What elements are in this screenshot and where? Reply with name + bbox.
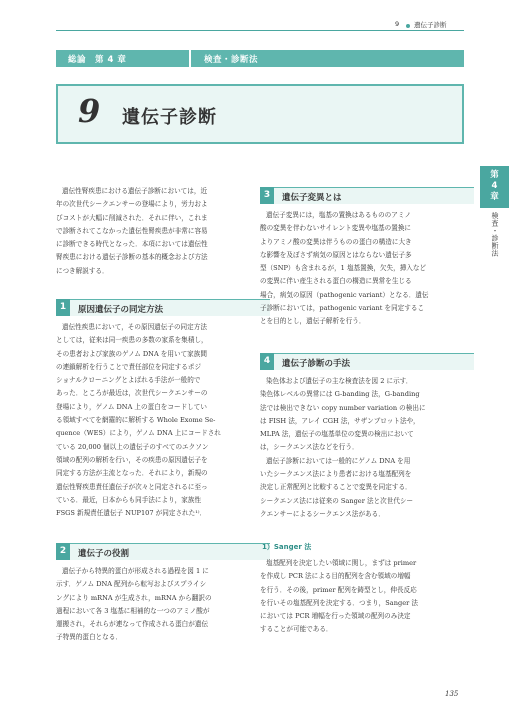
section-heading-4 <box>260 353 474 370</box>
chapter-side-tab <box>480 166 509 208</box>
title-number: 9 <box>78 92 101 130</box>
section-number: 1 <box>56 299 70 316</box>
chapter-part-label: 総論 第 4 章 <box>68 55 127 65</box>
subsection-sanger-body: 塩基配列を決定したい領域に関し，まずは primer を作成し PCR 法による目的配列を含む領域の増幅 を行う．その後，primer 配列を鋳型とし，伸長反応 を行いその塩基配列を決定する．つまり，Sanger 法 においては PCR 増幅を行った領域の配列のみ決定 することが可能である． <box>260 559 418 634</box>
header-title: 遺伝子診断 <box>414 21 447 29</box>
side-tab-line2: 4 <box>491 181 498 191</box>
side-tab-vertical-label: 検査・診断法 <box>491 212 499 257</box>
section-heading-2 <box>56 543 270 560</box>
section-title: 遺伝子変異とは <box>282 193 342 203</box>
section-title: 原因遺伝子の同定方法 <box>78 305 164 315</box>
page-title: 遺伝子診断 <box>122 107 217 128</box>
chapter-section-label: 検査・診断法 <box>204 55 259 65</box>
section-2-body: 遺伝子から特異的蛋白が形成される過程を図 1 に 示す．ゲノム DNA 配列から転写およびスプライシ ングにより mRNA が生成され，mRNA から翻訳の 過程において各 3 塩基に相補的な一つのアミノ酸が 運搬され，それらが連なって作成される蛋白が遺伝 子特異的蛋白となる． <box>56 567 212 642</box>
section-1-body: 遺伝性疾患において，その原因遺伝子の同定方法 としては，従来は同一疾患の多数の家系を集積し， その患者および家族のゲノム DNA を用いて家族間 の連鎖解析を行うことで責任部位を同定するポジ ショナルクローニングとよばれる手法が一般的で あった．ところが最近は，次世代シークエンサーの 登場により，ゲノム DNA 上の蛋白をコードしてい る領域すべてを網羅的に解析する Whole Exome Se- quence（WES）により，ゲノム DNA 上にコードされ ている 20,000 個以上の遺伝子のすべてのエクソン 領域の配列の解析を行い，その疾患の原因遺伝子を 同定する方法が主流となった．それにより，新規の 遺伝性腎疾患責任遺伝子が次々と同定されるに至っ ている．最近，日本からも同手法により，家族性 FSGS 新規責任遺伝子 NUP107 が同定された¹⁾． <box>56 323 221 518</box>
section-number: 2 <box>56 543 70 560</box>
section-3-body: 遺伝子変異には，塩基の置換はあるもののアミノ 酸の変異を伴わないサイレント変異や塩基の置換に よりアミノ酸の変異は伴うものの蛋白の構造に大き な影響を及ぼさず病気の原因とはならない遺伝子多 型（SNP）も含まれるが，1 塩基置換，欠失，挿入など の変異に伴い産生される蛋白の構造に異常を生じる 場合，病気の原因（pathogenic variant）となる．遺伝 子診断においては，pathogenic variant を同定するこ とを目的とし，遺伝子解析を行う． <box>260 211 429 326</box>
side-tab-line1: 第 <box>490 170 499 180</box>
section-title: 遺伝子の役割 <box>78 549 130 559</box>
section-number: 4 <box>260 353 274 370</box>
title-box <box>56 84 464 144</box>
chapter-bar <box>56 50 464 67</box>
subsection-heading-sanger: 1）Sanger 法 <box>262 543 312 551</box>
intro-paragraph: 遺伝性腎疾患における遺伝子診断においては，近 年の次世代シークエンサーの登場により，労力およ びコストが大幅に削減された．それに伴い，これま で診断されてこなかった遺伝性腎疾患が非常に容易 に診断できる時代となった．本項においては遺伝性 腎疾患における遺伝子診断の基本的概念および方法 につき解説する． <box>56 187 208 275</box>
section-heading-1 <box>56 299 270 316</box>
section-4-body: 染色体および遺伝子の主な検査法を図 2 に示す． 染色体レベルの異常には G-banding 法，G-banding 法では検出できない copy number variation の検出に は FISH 法，アレイ CGH 法，サザンブロット法や， MLPA 法，遺伝子の塩基単位の変異の検出において は，シークエンス法などを行う． 遺伝子診断においては一般的にゲノム DNA を用 いたシークエンス法により患者における塩基配列を 決定し正常配列と比較することで変異を同定する． シークエンス法には従来の Sanger 法と次世代シー クエンサーによるシークエンス法がある． <box>260 377 426 518</box>
page-number: 135 <box>445 690 459 698</box>
header-dot-icon <box>406 24 410 28</box>
side-tab-line3: 章 <box>490 192 499 202</box>
header-chapter-number: 9 <box>395 20 400 28</box>
header-rule <box>56 30 464 31</box>
section-heading-3 <box>260 187 474 204</box>
section-number: 3 <box>260 187 274 204</box>
section-title: 遺伝子診断の手法 <box>282 359 351 369</box>
chapter-bar-divider <box>189 50 191 67</box>
